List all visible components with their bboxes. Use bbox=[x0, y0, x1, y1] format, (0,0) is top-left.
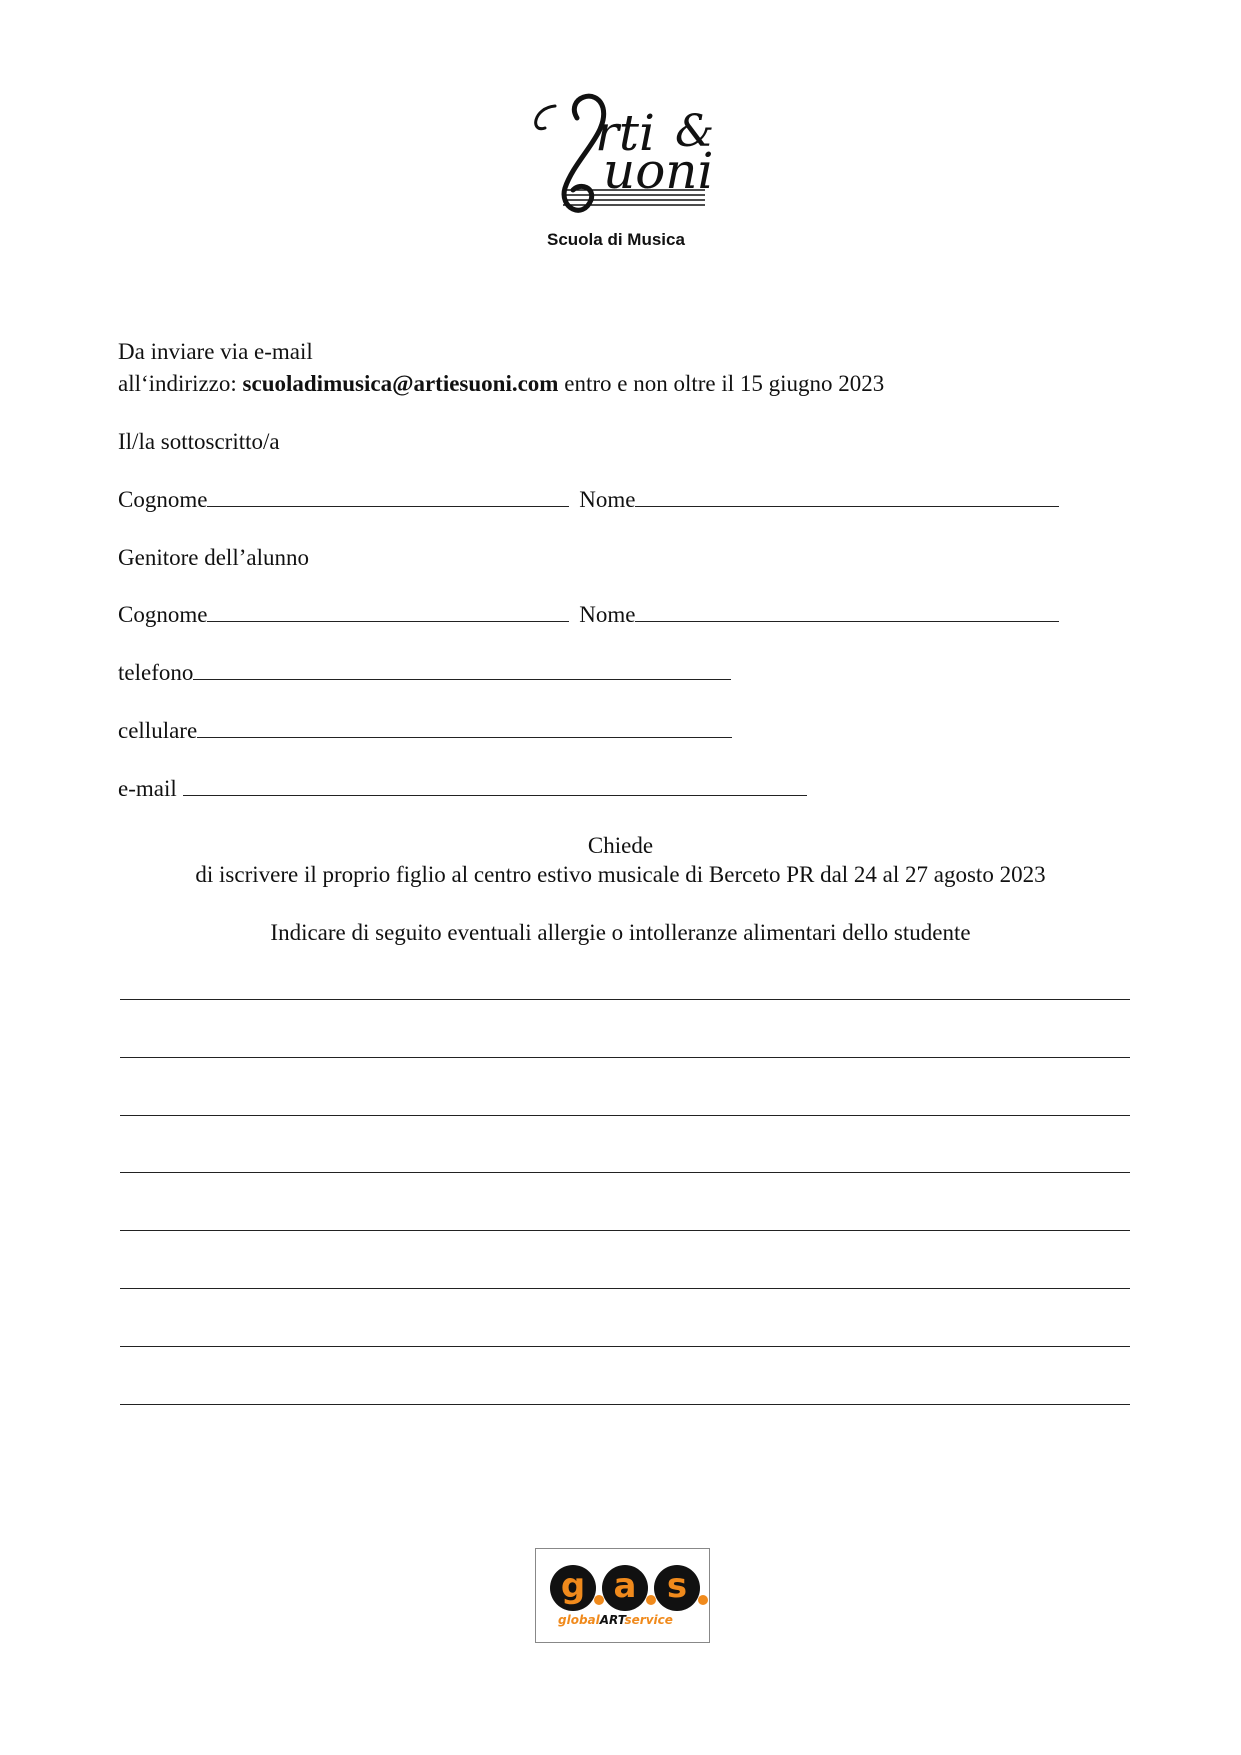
allergy-line[interactable] bbox=[120, 1057, 1130, 1058]
subscriber-label: Il/la sottoscritto/a bbox=[118, 429, 280, 454]
logo-subtitle: Scuola di Musica bbox=[547, 230, 685, 249]
gas-dot bbox=[594, 1595, 604, 1605]
allergy-line[interactable] bbox=[120, 1172, 1130, 1173]
brand-global: global bbox=[558, 1613, 600, 1627]
allergy-line[interactable] bbox=[120, 999, 1130, 1000]
student-name-row bbox=[118, 601, 1059, 629]
email-field[interactable] bbox=[183, 775, 807, 796]
svg-text:uoni: uoni bbox=[603, 142, 714, 200]
svg-text:&: & bbox=[675, 106, 715, 157]
parent-name-field[interactable] bbox=[635, 486, 1059, 507]
gas-letter-a: a bbox=[602, 1565, 648, 1611]
header-logo bbox=[525, 88, 725, 258]
allergy-line[interactable] bbox=[120, 1230, 1130, 1231]
footer-logo bbox=[535, 1548, 710, 1643]
name-label: Nome bbox=[579, 487, 636, 512]
surname-label: Cognome bbox=[118, 602, 208, 627]
allergy-line[interactable] bbox=[120, 1346, 1130, 1347]
mobile-field[interactable] bbox=[197, 717, 732, 738]
mobile-row bbox=[118, 717, 732, 745]
name-label: Nome bbox=[579, 602, 636, 627]
brand-service: service bbox=[624, 1613, 673, 1627]
email-row bbox=[118, 775, 807, 803]
student-surname-field[interactable] bbox=[207, 601, 569, 622]
student-name-field[interactable] bbox=[635, 601, 1059, 622]
parent-surname-field[interactable] bbox=[207, 486, 569, 507]
request-text: di iscrivere il proprio figlio al centro estivo musicale di Berceto PR dal 24 al 27 agosto 2023 bbox=[195, 862, 1046, 887]
brand-art: ART bbox=[599, 1613, 625, 1627]
intro-suffix: entro e non oltre il 15 giugno 2023 bbox=[558, 371, 885, 396]
arti-suoni-logo-icon bbox=[525, 88, 725, 228]
phone-row bbox=[118, 659, 731, 687]
contact-email[interactable]: scuoladimusica@artiesuoni.com bbox=[242, 371, 559, 396]
surname-label: Cognome bbox=[118, 487, 208, 512]
allergy-line[interactable] bbox=[120, 1404, 1130, 1405]
gas-letters bbox=[550, 1565, 700, 1615]
phone-label: telefono bbox=[118, 660, 194, 685]
mobile-label: cellulare bbox=[118, 718, 198, 743]
intro-prefix: all‘indirizzo: bbox=[118, 371, 243, 396]
allergy-line[interactable] bbox=[120, 1115, 1130, 1116]
phone-field[interactable] bbox=[193, 659, 731, 680]
intro-line-1: Da inviare via e-mail bbox=[118, 339, 313, 364]
gas-letter-g: g bbox=[550, 1565, 596, 1611]
parent-of-student-label: Genitore dell’alunno bbox=[118, 545, 309, 570]
gas-dot bbox=[698, 1595, 708, 1605]
request-title: Chiede bbox=[587, 833, 654, 858]
email-label: e-mail bbox=[118, 776, 177, 801]
svg-text:rti: rti bbox=[595, 104, 655, 162]
allergy-line[interactable] bbox=[120, 1288, 1130, 1289]
parent-name-row bbox=[118, 486, 1059, 514]
gas-dot bbox=[646, 1595, 656, 1605]
gas-brand-line bbox=[558, 1613, 673, 1627]
gas-letter-s: s bbox=[654, 1565, 700, 1611]
intro-line-2 bbox=[118, 370, 884, 398]
allergy-prompt: Indicare di seguito eventuali allergie o intolleranze alimentari dello studente bbox=[270, 920, 971, 945]
